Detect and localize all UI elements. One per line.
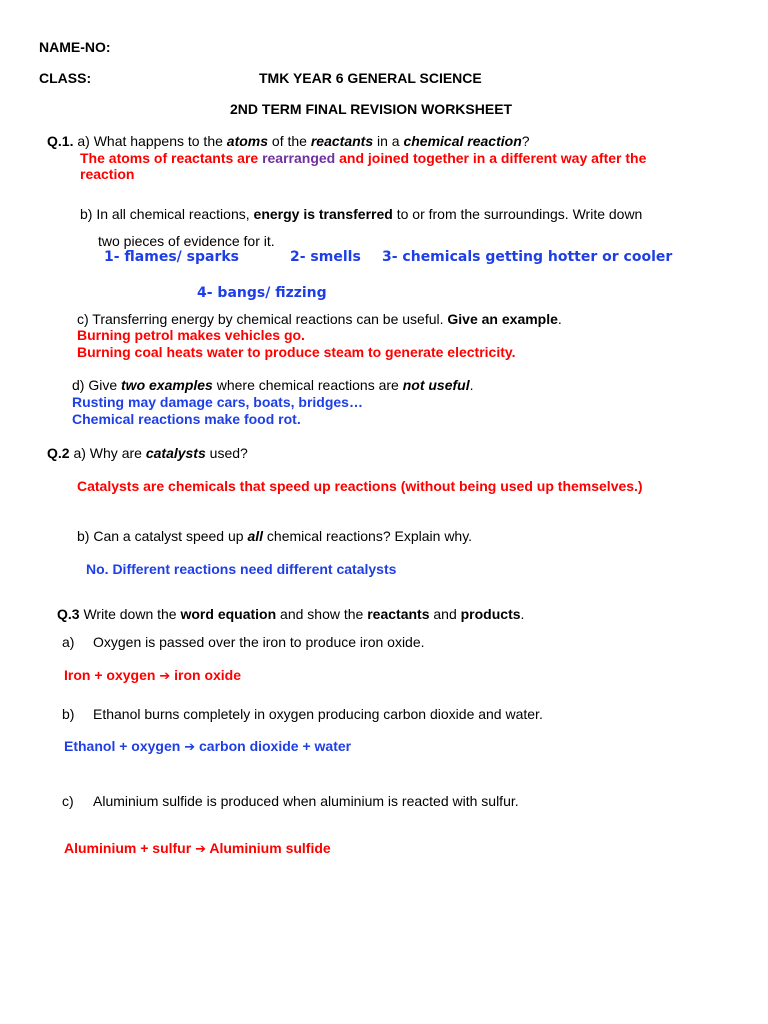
q3c-text: Aluminium sulfide is produced when aluminium is reacted with sulfur. bbox=[93, 793, 519, 809]
worksheet-title: 2ND TERM FINAL REVISION WORKSHEET bbox=[230, 101, 513, 117]
q2a-question: Q.2 a) Why are catalysts used? bbox=[47, 445, 248, 461]
name-label: NAME-NO: bbox=[39, 39, 111, 55]
q1b-answer-2: 2- smells bbox=[290, 249, 361, 265]
q3a-equation: Iron + oxygen ➔ iron oxide bbox=[64, 667, 242, 684]
arrow-icon: ➔ bbox=[195, 842, 206, 857]
q1b-answer-4: 4- bangs/ fizzing bbox=[197, 285, 327, 301]
q1d-answer-1: Rusting may damage cars, boats, bridges… bbox=[72, 394, 363, 410]
q3a-text: Oxygen is passed over the iron to produce iron oxide. bbox=[93, 634, 425, 650]
q1d-answer-2: Chemical reactions make food rot. bbox=[72, 411, 301, 427]
q2a-answer: Catalysts are chemicals that speed up reactions (without being used up themselves.) bbox=[77, 478, 643, 494]
q3a-label: a) bbox=[62, 634, 75, 650]
q1b-question-cont: two pieces of evidence for it. bbox=[98, 233, 275, 249]
q1b-answer-1: 1- flames/ sparks bbox=[104, 249, 240, 265]
q1a-question: Q.1. a) What happens to the atoms of the reactants in a chemical reaction? bbox=[47, 133, 530, 149]
q3b-equation: Ethanol + oxygen ➔ carbon dioxide + water bbox=[64, 738, 352, 755]
q2-number: Q.2 bbox=[47, 445, 70, 461]
q1b-answer-3: 3- chemicals getting hotter or cooler bbox=[382, 249, 673, 265]
q1-number: Q.1. bbox=[47, 133, 74, 149]
q2b-answer: No. Different reactions need different catalysts bbox=[86, 561, 397, 577]
q1c-question: c) Transferring energy by chemical reactions can be useful. Give an example. bbox=[77, 311, 562, 327]
q3b-text: Ethanol burns completely in oxygen producing carbon dioxide and water. bbox=[93, 706, 543, 722]
highlight-word: rearranged bbox=[262, 150, 336, 166]
q1d-question: d) Give two examples where chemical reactions are not useful. bbox=[72, 377, 474, 393]
class-label: CLASS: bbox=[39, 70, 92, 86]
q3c-equation: Aluminium + sulfur ➔ Aluminium sulfide bbox=[64, 840, 331, 857]
q3b-label: b) bbox=[62, 706, 75, 722]
q3c-label: c) bbox=[62, 793, 74, 809]
q1a-answer-line1: The atoms of reactants are rearranged and joined together in a different way after the bbox=[80, 150, 647, 166]
q3-question: Q.3 Write down the word equation and show the reactants and products. bbox=[57, 606, 525, 622]
q1c-answer-1: Burning petrol makes vehicles go. bbox=[77, 327, 305, 343]
arrow-icon: ➔ bbox=[159, 669, 171, 684]
q1a-answer-line2: reaction bbox=[80, 166, 135, 182]
q1b-question: b) In all chemical reactions, energy is transferred to or from the surroundings. Write down bbox=[80, 206, 643, 222]
school-title: TMK YEAR 6 GENERAL SCIENCE bbox=[259, 70, 482, 86]
q1c-answer-2: Burning coal heats water to produce steam to generate electricity. bbox=[77, 344, 516, 360]
q3-number: Q.3 bbox=[57, 606, 80, 622]
arrow-icon: ➔ bbox=[184, 740, 196, 755]
q2b-question: b) Can a catalyst speed up all chemical reactions? Explain why. bbox=[77, 528, 473, 544]
